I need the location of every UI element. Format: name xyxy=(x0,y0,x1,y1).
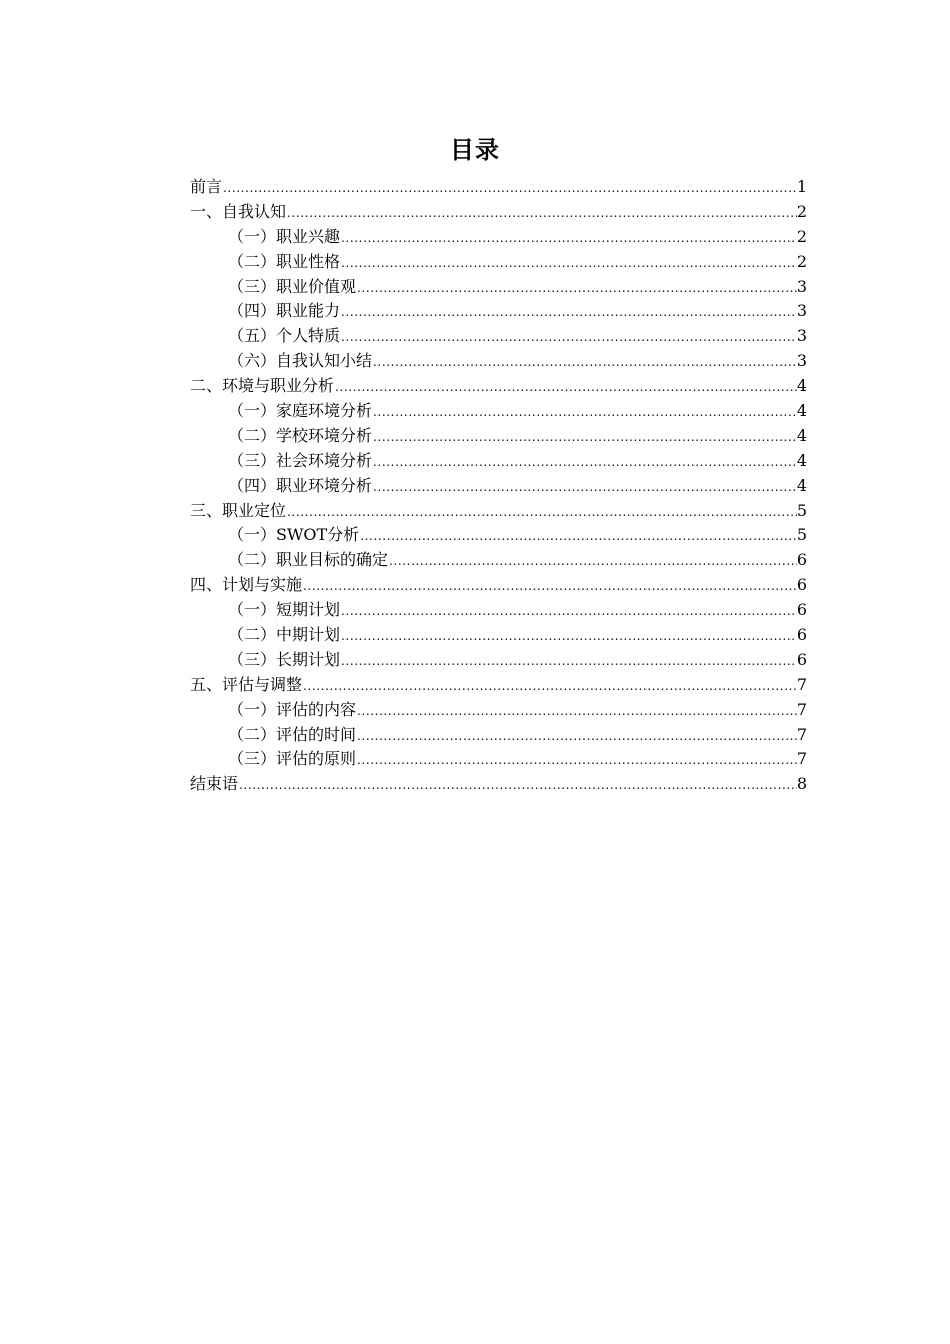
toc-entry-label: （二）职业性格 xyxy=(228,251,341,271)
toc-entry-page: 2 xyxy=(796,251,807,271)
toc-entry-label: （一）家庭环境分析 xyxy=(228,401,373,421)
toc-entry-plan-implementation[interactable] xyxy=(190,573,807,598)
toc-entry-page: 5 xyxy=(796,525,807,545)
toc-entry-page: 3 xyxy=(796,351,807,371)
toc-entry-label: （一）SWOT分析 xyxy=(228,525,360,545)
toc-entry-page: 4 xyxy=(796,450,807,470)
toc-leader-dots xyxy=(222,176,797,200)
toc-entry-page: 7 xyxy=(796,674,807,694)
toc-entry-label: （二）职业目标的确定 xyxy=(228,550,389,570)
toc-entry-page: 1 xyxy=(796,177,807,196)
toc-leader-dots xyxy=(340,251,797,275)
toc-leader-dots xyxy=(356,276,797,300)
toc-entry-career-personality[interactable] xyxy=(190,250,807,275)
toc-entry-label: 二、环境与职业分析 xyxy=(190,376,335,396)
toc-leader-dots xyxy=(334,375,797,399)
toc-leader-dots xyxy=(286,201,797,225)
toc-entry-page: 7 xyxy=(796,724,807,744)
toc-leader-dots xyxy=(302,674,797,698)
toc-entry-label: 三、职业定位 xyxy=(190,500,287,520)
toc-entry-page: 7 xyxy=(796,699,807,719)
toc-entry-mid-term-plan[interactable] xyxy=(190,623,807,648)
toc-entry-environment-analysis[interactable] xyxy=(190,374,807,399)
toc-entry-label: （二）中期计划 xyxy=(228,625,341,645)
toc-entry-label: （三）长期计划 xyxy=(228,649,341,669)
toc-leader-dots xyxy=(372,350,797,374)
toc-entry-page: 6 xyxy=(796,550,807,570)
toc-leader-dots xyxy=(302,574,797,598)
toc-entry-page: 4 xyxy=(796,376,807,396)
toc-entry-family-environment[interactable] xyxy=(190,399,807,424)
toc-entry-preface[interactable] xyxy=(190,175,807,200)
toc-leader-dots xyxy=(340,226,797,250)
toc-leader-dots xyxy=(388,549,797,573)
toc-leader-dots xyxy=(372,425,797,449)
toc-entry-label: （二）学校环境分析 xyxy=(228,425,373,445)
toc-entry-page: 4 xyxy=(796,475,807,495)
toc-entry-evaluation-principles[interactable] xyxy=(190,747,807,772)
table-of-contents xyxy=(190,175,807,797)
toc-entry-page: 6 xyxy=(796,625,807,645)
toc-entry-evaluation-content[interactable] xyxy=(190,698,807,723)
toc-leader-dots xyxy=(356,748,797,772)
toc-entry-page: 2 xyxy=(796,226,807,246)
toc-entry-page: 6 xyxy=(796,575,807,595)
toc-entry-personal-traits[interactable] xyxy=(190,324,807,349)
toc-entry-career-interest[interactable] xyxy=(190,225,807,250)
toc-entry-label: 结束语 xyxy=(190,774,239,794)
toc-entry-career-goal[interactable] xyxy=(190,548,807,573)
toc-leader-dots xyxy=(340,599,797,623)
toc-leader-dots xyxy=(340,325,797,349)
toc-entry-school-environment[interactable] xyxy=(190,424,807,449)
toc-entry-label: 五、评估与调整 xyxy=(190,674,303,694)
toc-entry-self-awareness-summary[interactable] xyxy=(190,349,807,374)
toc-entry-evaluation-adjustment[interactable] xyxy=(190,673,807,698)
toc-leader-dots xyxy=(340,624,797,648)
toc-entry-label: （六）自我认知小结 xyxy=(228,351,373,371)
toc-leader-dots xyxy=(372,400,797,424)
toc-entry-self-awareness[interactable] xyxy=(190,200,807,225)
toc-leader-dots xyxy=(340,300,797,324)
toc-entry-page: 6 xyxy=(796,649,807,669)
toc-entry-label: （二）评估的时间 xyxy=(228,724,357,744)
toc-entry-career-environment[interactable] xyxy=(190,474,807,499)
toc-entry-page: 8 xyxy=(796,774,807,794)
toc-entry-long-term-plan[interactable] xyxy=(190,648,807,673)
toc-entry-label: 前言 xyxy=(190,177,223,196)
toc-entry-label: （四）职业能力 xyxy=(228,301,341,321)
toc-title: 目录 xyxy=(450,136,500,164)
toc-entry-career-ability[interactable] xyxy=(190,299,807,324)
toc-entry-social-environment[interactable] xyxy=(190,449,807,474)
toc-entry-page: 6 xyxy=(796,600,807,620)
toc-leader-dots xyxy=(340,649,797,673)
toc-entry-page: 3 xyxy=(796,326,807,346)
toc-entry-page: 5 xyxy=(796,500,807,520)
toc-entry-label: （三）社会环境分析 xyxy=(228,450,373,470)
toc-entry-evaluation-time[interactable] xyxy=(190,723,807,748)
toc-entry-label: （一）短期计划 xyxy=(228,600,341,620)
toc-leader-dots xyxy=(372,475,797,499)
toc-entry-label: （三）职业价值观 xyxy=(228,276,357,296)
toc-leader-dots xyxy=(356,699,797,723)
toc-entry-label: （四）职业环境分析 xyxy=(228,475,373,495)
toc-entry-label: （三）评估的原则 xyxy=(228,749,357,769)
toc-entry-label: （五）个人特质 xyxy=(228,326,341,346)
toc-entry-career-values[interactable] xyxy=(190,275,807,300)
toc-entry-page: 3 xyxy=(796,276,807,296)
toc-entry-page: 4 xyxy=(796,425,807,445)
toc-entry-page: 2 xyxy=(796,201,807,221)
toc-entry-conclusion[interactable] xyxy=(190,772,807,797)
toc-entry-label: 一、自我认知 xyxy=(190,201,287,221)
toc-entry-swot-analysis[interactable] xyxy=(190,523,807,548)
toc-leader-dots xyxy=(372,450,797,474)
toc-entry-page: 7 xyxy=(796,749,807,769)
toc-entry-label: （一）评估的内容 xyxy=(228,699,357,719)
toc-leader-dots xyxy=(359,524,797,548)
toc-entry-label: （一）职业兴趣 xyxy=(228,226,341,246)
toc-leader-dots xyxy=(356,724,797,748)
toc-entry-career-positioning[interactable] xyxy=(190,499,807,524)
toc-leader-dots xyxy=(238,773,797,797)
toc-entry-page: 4 xyxy=(796,401,807,421)
toc-entry-label: 四、计划与实施 xyxy=(190,575,303,595)
toc-leader-dots xyxy=(286,500,797,524)
toc-entry-page: 3 xyxy=(796,301,807,321)
toc-entry-short-term-plan[interactable] xyxy=(190,598,807,623)
